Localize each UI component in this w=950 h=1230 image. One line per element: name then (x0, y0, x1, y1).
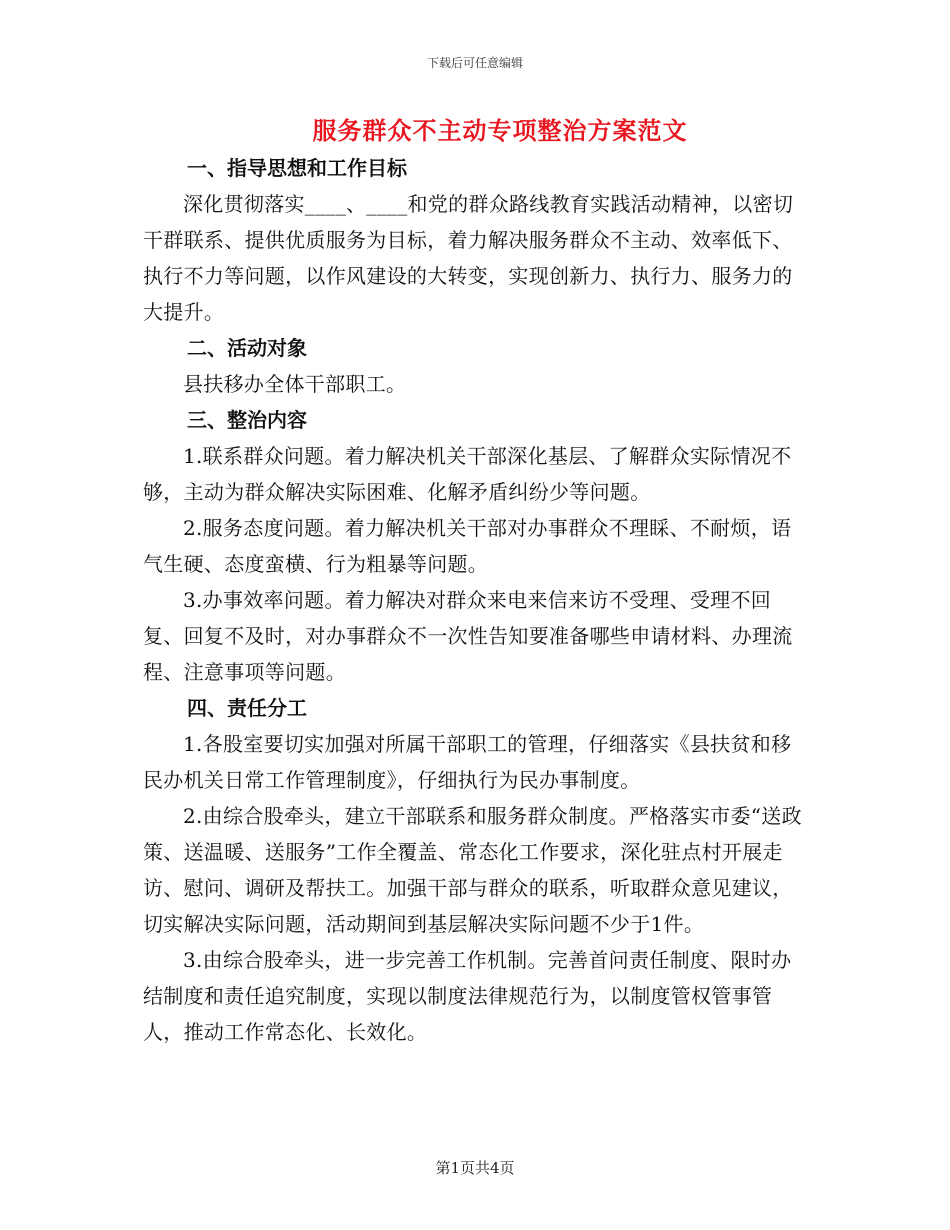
paragraph: 2.服务态度问题。着力解决机关干部对办事群众不理睬、不耐烦，语气生硬、态度蛮横、行为粗暴等问题。 (143, 516, 792, 576)
paragraph: 1.联系群众问题。着力解决机关干部深化基层、了解群众实际情况不够，主动为群众解决实际困难、化解矛盾纠纷少等问题。 (143, 444, 792, 504)
section-heading: 二、活动对象 (187, 336, 307, 360)
paragraph: 3.办事效率问题。着力解决对群众来电来信来访不受理、受理不回复、回复不及时，对办事群众不一次性告知要准备哪些申请材料、办理流程、注意事项等问题。 (143, 588, 793, 684)
header-note: 下载后可任意编辑 (426, 56, 523, 70)
section-heading: 三、整治内容 (187, 408, 307, 432)
paragraph: 县扶移办全体干部职工。 (183, 372, 407, 396)
section-heading: 四、责任分工 (187, 696, 307, 720)
section-heading: 一、指导思想和工作目标 (187, 156, 407, 180)
paragraph: 3.由综合股牵头，进一步完善工作机制。完善首问责任制度、限时办结制度和责任追究制度，实现以制度法律规范行为，以制度管权管事管人，推动工作常态化、长效化。 (143, 948, 792, 1044)
paragraph: 2.由综合股牵头，建立干部联系和服务群众制度。严格落实市委“送政策、送温暖、送服务”工作全覆盖、常态化工作要求，深化驻点村开展走访、慰问、调研及帮扶工。加强干部与群众的联系，听取群众意见建议，切实解决实际问题，活动期间到基层解决实际问题不少于1件。 (143, 804, 802, 936)
document-body (143, 150, 803, 1050)
paragraph: 1.各股室要切实加强对所属干部职工的管理，仔细落实《县扶贫和移民办机关日常工作管理制度》，仔细执行为民办事制度。 (143, 732, 792, 792)
page-footer: 第1页共4页 (435, 1159, 515, 1177)
document-title: 服务群众不主动专项整治方案范文 (312, 116, 688, 145)
paragraph: 深化贯彻落实____、____和党的群众路线教育实践活动精神，以密切干群联系、提供优质服务为目标，着力解决服务群众不主动、效率低下、执行不力等问题，以作风建设的大转变，实现创新力、执行力、服务力的大提升。 (143, 192, 794, 324)
